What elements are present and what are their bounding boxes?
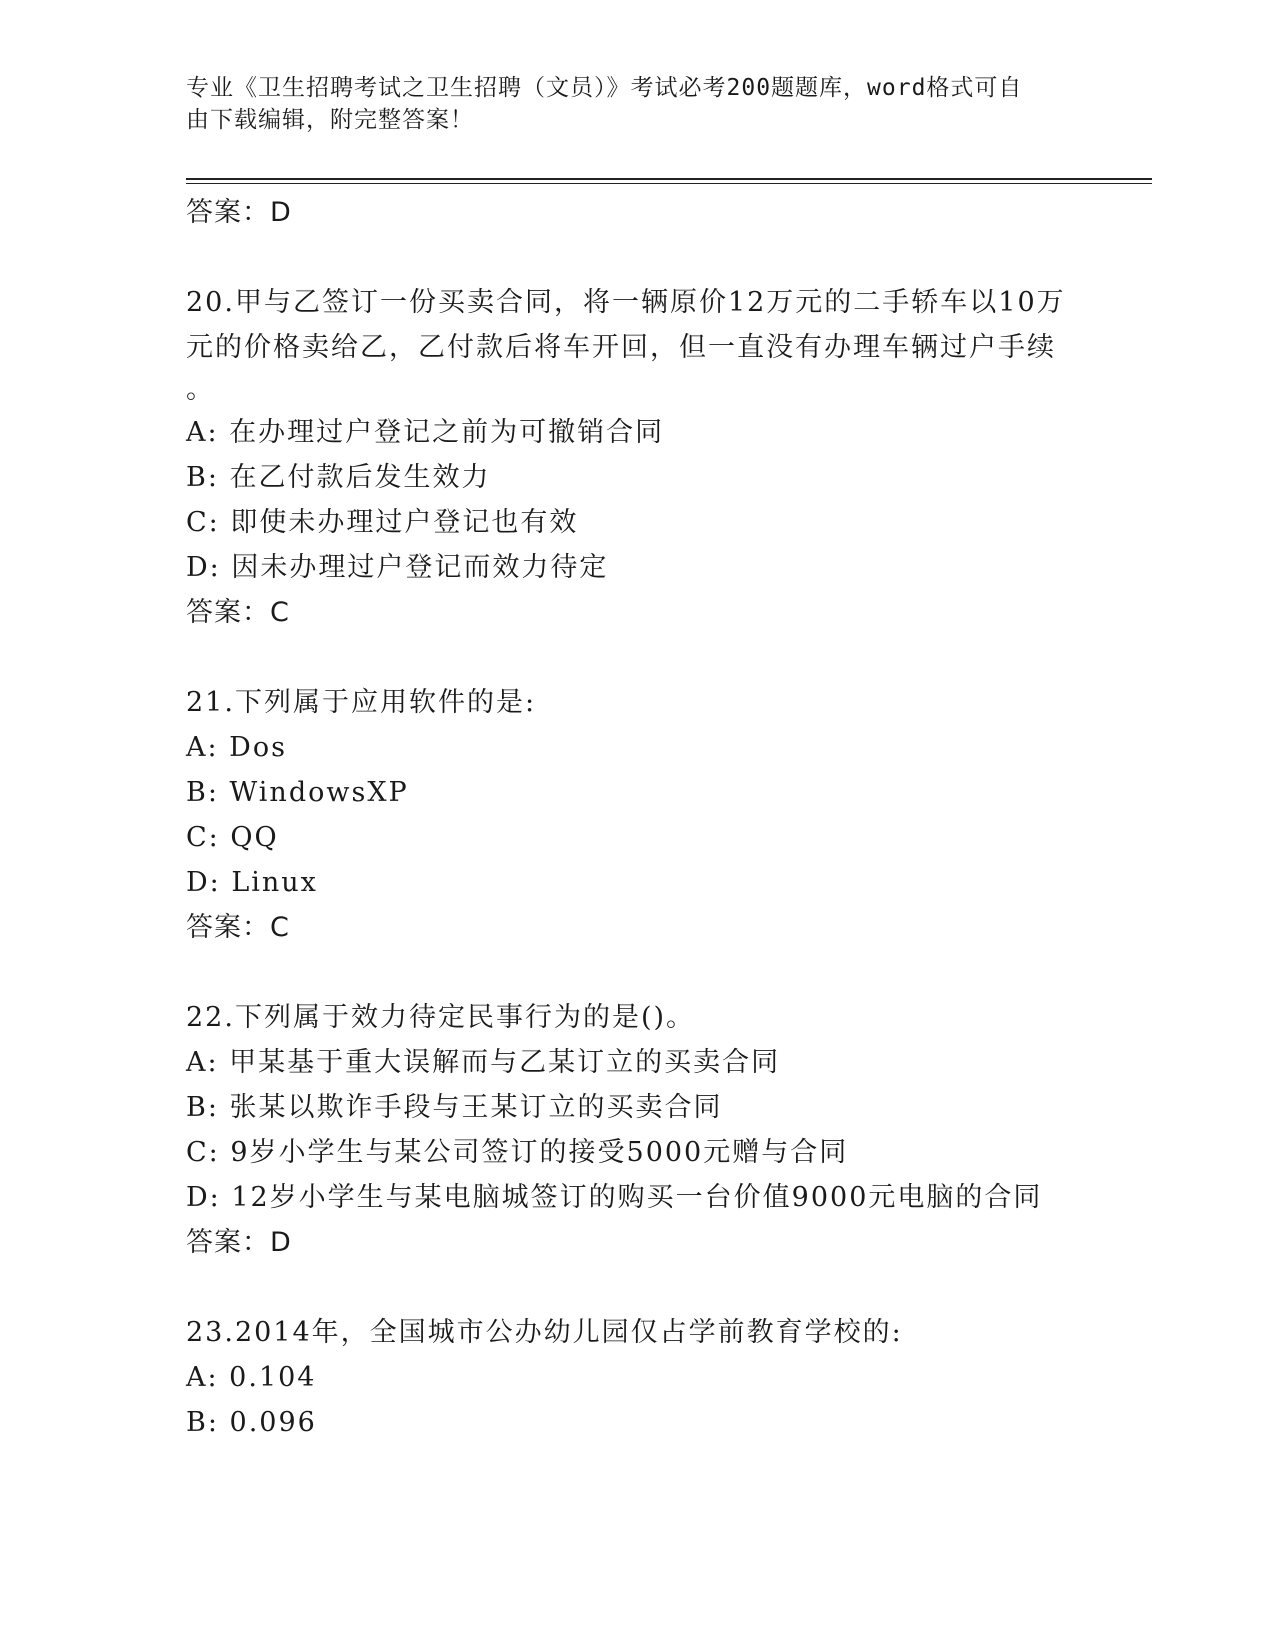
- question-23: [186, 1310, 1086, 1445]
- answer: 答案：D: [186, 1227, 292, 1258]
- document-header: [186, 72, 1066, 136]
- question-list: [186, 190, 1086, 1445]
- option-c: C: 即使未办理过户登记也有效: [186, 507, 579, 538]
- question-22: [186, 995, 1086, 1266]
- question-title: 23.2014年，全国城市公办幼儿园仅占学前教育学校的:: [186, 1317, 903, 1348]
- question-title: 22.下列属于效力待定民事行为的是()。: [186, 1002, 696, 1033]
- answer: 答案：C: [186, 912, 290, 943]
- option-a: A: 在办理过户登记之前为可撤销合同: [186, 417, 665, 448]
- question-20: [186, 280, 1086, 636]
- option-d: D: 因未办理过户登记而效力待定: [186, 552, 609, 583]
- option-b: B: 0.096: [186, 1407, 317, 1438]
- question-title-tail: 。: [186, 374, 213, 405]
- option-c: C: QQ: [186, 822, 279, 853]
- question-title: 21.下列属于应用软件的是:: [186, 687, 537, 718]
- answer: 答案：C: [186, 597, 290, 628]
- header-line-1: 专业《卫生招聘考试之卫生招聘（文员）》考试必考200题题库，word格式可自: [186, 75, 1023, 101]
- previous-answer: 答案：D: [186, 197, 292, 228]
- question-title: 20.甲与乙签订一份买卖合同，将一辆原价12万元的二手轿车以10万: [186, 287, 1066, 318]
- option-a: A: Dos: [186, 732, 287, 763]
- header-divider-thin: [186, 183, 1152, 184]
- option-a: A: 甲某基于重大误解而与乙某订立的买卖合同: [186, 1047, 781, 1078]
- question-title-continued: 元的价格卖给乙，乙付款后将车开回，但一直没有办理车辆过户手续: [186, 332, 1056, 363]
- question-21: [186, 680, 1086, 951]
- option-d: D: Linux: [186, 867, 318, 898]
- header-line-2: 由下载编辑，附完整答案！: [186, 107, 474, 133]
- option-b: B: WindowsXP: [186, 777, 409, 808]
- option-d: D: 12岁小学生与某电脑城签订的购买一台价值9000元电脑的合同: [186, 1182, 1043, 1213]
- option-a: A: 0.104: [186, 1362, 317, 1393]
- option-c: C: 9岁小学生与某公司签订的接受5000元赠与合同: [186, 1137, 849, 1168]
- option-b: B: 张某以欺诈手段与王某订立的买卖合同: [186, 1092, 723, 1123]
- header-divider-thick: [186, 178, 1152, 180]
- option-b: B: 在乙付款后发生效力: [186, 462, 491, 493]
